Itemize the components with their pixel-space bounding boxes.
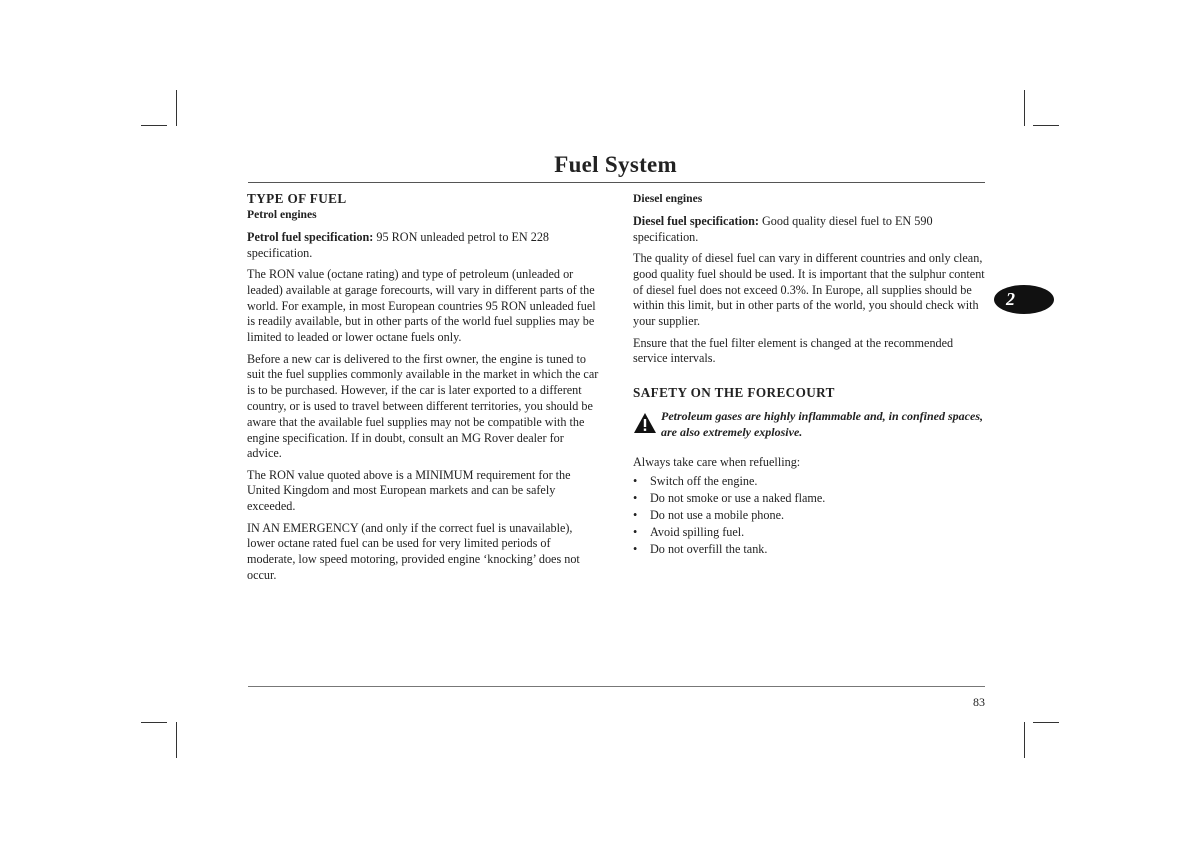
petrol-spec-text: 95 RON unleaded petrol to EN 228 specification. [247,230,550,260]
petrol-spec-label: Petrol fuel specification: [247,230,374,244]
refuelling-list [633,473,985,559]
diesel-spec-paragraph [633,214,985,246]
left-column [247,191,599,589]
body-paragraph: Ensure that the fuel filter element is changed at the recommended service intervals. [633,335,954,366]
title-rule [248,182,985,183]
diesel-spec-text: Good quality diesel fuel to EN 590 specification. [633,214,933,244]
body-paragraph: The RON value (octane rating) and type of petroleum (unleaded or leaded) available at garage forecourts, will vary in different parts of the world. For example, in most European countries 95 RON unleaded fuel is readily available, but in other parts of the world fuel supplies may be limited to leaded or lower octane fuels only. [247,267,596,345]
list-item: • Do not overfill the tank. [633,541,985,558]
crop-mark [1033,125,1059,126]
crop-mark [141,722,167,723]
warning-triangle-icon [633,412,657,434]
section-heading-type-of-fuel: TYPE OF FUEL [247,191,347,206]
list-item: • Do not smoke or use a naked flame. [633,490,985,507]
body-paragraph: IN AN EMERGENCY (and only if the correct fuel is unavailable), lower octane rated fuel can be used for very limited periods of moderate, low speed motoring, provided engine ‘knocking’ does not occur. [247,520,580,582]
crop-mark [1033,722,1059,723]
body-paragraph: The quality of diesel fuel can vary in different countries and only clean, good quality fuel should be used. It is important that the sulphur content of diesel fuel does not exceed 0.3%. In Europe, all supplies should be within this limit, but in other parts of the world, you should check with your supplier. [633,251,985,329]
list-item: • Do not use a mobile phone. [633,507,985,524]
page-title: Fuel System [554,152,677,177]
crop-mark [1024,90,1025,126]
section-heading-safety: SAFETY ON THE FORECOURT [633,385,835,401]
body-paragraph: Before a new car is delivered to the first owner, the engine is tuned to suit the fuel supplies commonly available in the market in which the car is to be purchased. However, if the car is later exported to a different country, or is used to travel between different territories, you should be aware that the available fuel supplies may not be compatible with the engine specification. If in doubt, consult an MG Rover dealer for advice. [247,351,599,461]
right-column [633,191,985,559]
list-item: • Avoid spilling fuel. [633,524,985,541]
crop-mark [176,90,177,126]
crop-mark [1024,722,1025,758]
diesel-spec-label: Diesel fuel specification: [633,214,759,228]
page-number: 83 [973,695,985,709]
subheading-petrol-engines: Petrol engines [247,208,317,221]
chapter-tab: 2 [994,285,1054,314]
body-paragraph: The RON value quoted above is a MINIMUM requirement for the United Kingdom and most European markets and can be safely exceeded. [247,467,571,514]
refuelling-intro: Always take care when refuelling: [633,454,801,469]
list-item: • Switch off the engine. [633,473,985,490]
crop-mark [141,125,167,126]
warning-box [633,409,985,441]
petrol-spec-paragraph [247,230,599,262]
subheading-diesel-engines: Diesel engines [633,192,703,205]
footer-rule [248,686,985,687]
crop-mark [176,722,177,758]
warning-text: Petroleum gases are highly inflammable and, in confined spaces, are also extremely explosive. [661,409,984,439]
